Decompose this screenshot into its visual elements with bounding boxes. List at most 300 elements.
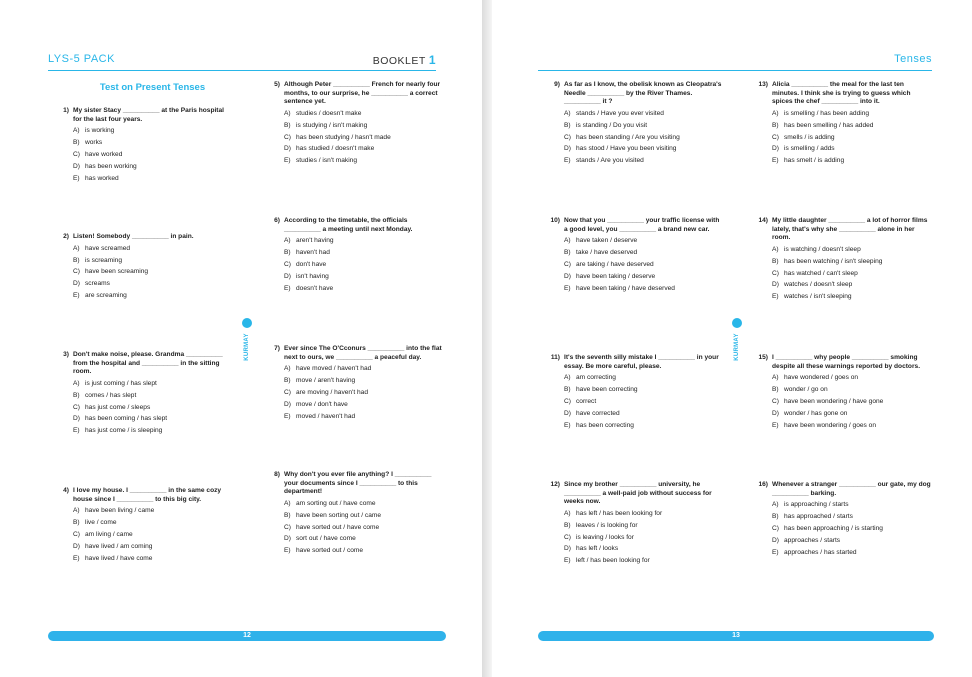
publisher-logo: KURMAY — [241, 318, 253, 368]
option-text: is leaving / looks for — [576, 533, 634, 541]
question-15 — [758, 354, 932, 430]
question-stem: Since my brother __________ university, he __________ a well-paid job without success for weeks now. — [564, 481, 712, 506]
option-text: doesn't have — [296, 284, 334, 292]
answer-option[interactable] — [284, 535, 444, 544]
question-number: 4) — [63, 487, 69, 494]
option-letter: D) — [73, 415, 80, 423]
option-text: wonder / has gone on — [784, 409, 848, 417]
option-letter: C) — [73, 403, 80, 411]
answer-option[interactable] — [772, 134, 932, 143]
option-text: am correcting — [576, 374, 616, 382]
question-stem: My sister Stacy __________ at the Paris hospital for the last four years. — [73, 107, 225, 123]
answer-option[interactable] — [284, 157, 444, 166]
option-letter: D) — [73, 162, 80, 170]
option-text: isn't having — [296, 272, 329, 280]
answer-option[interactable] — [564, 157, 724, 166]
answer-option[interactable] — [73, 507, 233, 516]
question-1 — [63, 107, 233, 183]
option-text: have sorted out / have come — [296, 523, 380, 531]
answer-option[interactable] — [564, 410, 724, 419]
option-letter: D) — [564, 545, 571, 553]
answer-option[interactable] — [772, 122, 932, 131]
option-text: has studied / doesn't make — [296, 145, 375, 153]
answer-option[interactable] — [73, 127, 233, 136]
option-text: have lived / am coming — [85, 542, 153, 550]
option-text: has smelt / is adding — [784, 157, 845, 165]
option-letter: B) — [284, 377, 291, 385]
header-divider — [48, 70, 436, 71]
answer-option[interactable] — [772, 549, 932, 558]
answer-option[interactable] — [284, 237, 444, 246]
answer-option[interactable] — [284, 389, 444, 398]
option-text: has stood / Have you been visiting — [576, 145, 677, 153]
answer-option[interactable] — [284, 285, 444, 294]
answer-option[interactable] — [564, 122, 724, 131]
option-text: is working — [85, 127, 115, 135]
option-text: studies / doesn't make — [296, 109, 362, 117]
option-text: moved / haven't had — [296, 412, 356, 420]
option-text: has been standing / Are you visiting — [576, 133, 680, 141]
option-text: have wondered / goes on — [784, 374, 859, 382]
question-number: 12) — [550, 481, 560, 488]
question-number: 2) — [63, 233, 69, 240]
book-spine — [482, 0, 492, 677]
answer-option[interactable] — [73, 268, 233, 277]
option-text: wonder / go on — [784, 386, 828, 394]
answer-option[interactable] — [73, 139, 233, 148]
question-stem: It's the seventh silly mistake I __________ in your essay. Be more careful, please. — [564, 354, 719, 370]
answer-option[interactable] — [73, 280, 233, 289]
question-16 — [758, 481, 932, 557]
option-text: correct — [576, 397, 597, 405]
question-number: 16) — [758, 481, 768, 488]
option-text: have taken / deserve — [576, 237, 638, 245]
option-letter: C) — [284, 260, 291, 268]
option-text: watches / doesn't sleep — [784, 281, 853, 289]
option-text: am living / came — [85, 530, 133, 538]
question-stem: Although Peter __________ French for nearly four months, to our surprise, he __________ a correct sentence yet. — [284, 81, 441, 106]
question-13 — [758, 81, 932, 166]
option-letter: E) — [73, 291, 80, 299]
header-divider — [538, 70, 932, 71]
option-text: has been working — [85, 162, 137, 170]
answer-option[interactable] — [73, 380, 233, 389]
option-text: is smelling / adds — [784, 145, 835, 153]
option-letter: E) — [73, 174, 80, 182]
option-text: is studying / isn't making — [296, 121, 368, 129]
option-letter: C) — [772, 269, 779, 277]
question-stem: I __________ why people __________ smoking despite all these warnings reported by doctors. — [772, 354, 921, 370]
option-text: have been wondering / goes on — [784, 421, 877, 429]
option-text: move / don't have — [296, 400, 348, 408]
answer-option[interactable] — [772, 293, 932, 302]
question-14 — [758, 217, 932, 302]
option-letter: E) — [564, 284, 571, 292]
answer-option[interactable] — [73, 292, 233, 301]
page-footer — [538, 631, 934, 641]
answer-option[interactable] — [564, 134, 724, 143]
option-letter: B) — [73, 391, 80, 399]
question-number: 3) — [63, 351, 69, 358]
test-title: Test on Present Tenses — [99, 82, 206, 93]
option-text: has just come / sleeps — [85, 403, 151, 411]
question-stem: As far as I know, the obelisk known as Cleopatra's Needle __________ by the River Thames. __________ it ? — [564, 81, 722, 106]
option-letter: C) — [772, 397, 779, 405]
option-text: has been watching / isn't sleeping — [784, 257, 883, 265]
option-letter: E) — [73, 554, 80, 562]
option-letter: E) — [772, 293, 779, 301]
option-letter: A) — [284, 109, 291, 117]
option-letter: C) — [284, 133, 291, 141]
answer-option[interactable] — [564, 374, 724, 383]
option-letter: C) — [564, 533, 571, 541]
booklet-number: 1 — [428, 53, 436, 67]
answer-option[interactable] — [772, 374, 932, 383]
option-letter: A) — [772, 501, 779, 509]
option-text: have worked — [85, 150, 123, 158]
booklet-text: BOOKLET — [372, 55, 426, 67]
question-number: 5) — [274, 81, 280, 88]
question-4 — [63, 487, 233, 563]
option-text: screams — [85, 280, 110, 288]
option-text: am sorting out / have come — [296, 499, 376, 507]
answer-option[interactable] — [73, 245, 233, 254]
option-letter: C) — [73, 530, 80, 538]
option-letter: B) — [73, 139, 80, 147]
option-letter: D) — [73, 542, 80, 550]
answer-option[interactable] — [772, 110, 932, 119]
option-letter: D) — [772, 409, 779, 417]
option-text: has been studying / hasn't made — [296, 133, 391, 141]
option-text: have been screaming — [85, 268, 149, 276]
option-text: watches / isn't sleeping — [784, 293, 852, 301]
option-text: don't have — [296, 260, 327, 268]
answer-option[interactable] — [564, 285, 724, 294]
option-text: stands / Have you ever visited — [576, 109, 664, 117]
option-letter: C) — [284, 388, 291, 396]
answer-option[interactable] — [772, 270, 932, 279]
answer-option[interactable] — [284, 110, 444, 119]
question-8 — [274, 471, 444, 556]
option-text: smells / is adding — [784, 133, 835, 141]
option-letter: A) — [284, 237, 291, 245]
answer-option[interactable] — [73, 404, 233, 413]
option-letter: B) — [772, 121, 779, 129]
answer-option[interactable] — [564, 398, 724, 407]
question-stem: I love my house. I __________ in the same cozy house since I __________ to this big city. — [73, 487, 222, 503]
answer-option[interactable] — [284, 365, 444, 374]
answer-option[interactable] — [284, 524, 444, 533]
answer-option[interactable] — [564, 273, 724, 282]
option-text: sort out / have come — [296, 535, 356, 543]
question-stem: Now that you __________ your traffic license with a good level, you __________ a brand new car. — [564, 217, 720, 233]
option-letter: A) — [73, 244, 80, 252]
option-letter: D) — [284, 535, 291, 543]
option-text: is just coming / has slept — [85, 379, 157, 387]
option-text: studies / isn't making — [296, 157, 357, 165]
answer-option[interactable] — [564, 249, 724, 258]
answer-option[interactable] — [284, 413, 444, 422]
answer-option[interactable] — [564, 261, 724, 270]
option-letter: D) — [284, 145, 291, 153]
option-text: have moved / haven't had — [296, 365, 372, 373]
option-letter: A) — [73, 507, 80, 515]
option-letter: A) — [772, 245, 779, 253]
question-6 — [274, 217, 444, 293]
option-letter: D) — [564, 145, 571, 153]
answer-option[interactable] — [564, 386, 724, 395]
answer-option[interactable] — [73, 392, 233, 401]
brand-label: LYS-5 PACK — [48, 53, 115, 65]
option-letter: D) — [73, 280, 80, 288]
option-letter: C) — [564, 260, 571, 268]
answer-option[interactable] — [73, 427, 233, 436]
option-letter: C) — [73, 150, 80, 158]
answer-option[interactable] — [284, 377, 444, 386]
option-letter: E) — [284, 157, 291, 165]
booklet-label — [373, 53, 436, 67]
option-letter: E) — [772, 421, 779, 429]
answer-option[interactable] — [564, 545, 724, 554]
question-3 — [63, 351, 233, 436]
option-text: has worked — [85, 174, 119, 182]
option-text: has left / looks — [576, 545, 619, 553]
option-text: have screamed — [85, 244, 131, 252]
option-letter: E) — [284, 412, 291, 420]
question-stem: Alicia __________ the meal for the last ten minutes. I think she is trying to guess which spices the chef __________ into it. — [772, 81, 911, 106]
answer-option[interactable] — [73, 531, 233, 540]
option-text: have been living / came — [85, 507, 155, 515]
question-number: 6) — [274, 217, 280, 224]
question-number: 9) — [554, 81, 560, 88]
answer-option[interactable] — [284, 500, 444, 509]
question-10 — [550, 217, 724, 293]
answer-option[interactable] — [284, 145, 444, 154]
answer-option[interactable] — [772, 410, 932, 419]
option-letter: B) — [564, 121, 571, 129]
question-7 — [274, 345, 444, 421]
option-letter: C) — [772, 133, 779, 141]
question-number: 15) — [758, 354, 768, 361]
answer-option[interactable] — [772, 145, 932, 154]
question-stem: Why don't you ever file anything? I __________ your documents since I __________ to this department! — [284, 471, 432, 496]
answer-option[interactable] — [564, 237, 724, 246]
option-letter: A) — [73, 127, 80, 135]
option-letter: D) — [772, 536, 779, 544]
option-text: have been correcting — [576, 386, 638, 394]
answer-option[interactable] — [284, 273, 444, 282]
option-text: is approaching / starts — [784, 501, 849, 509]
answer-option[interactable] — [284, 249, 444, 258]
answer-option[interactable] — [772, 398, 932, 407]
question-stem: Ever since The O'Cconurs __________ into the flat next to ours, we __________ a peaceful day. — [284, 345, 442, 361]
option-letter: B) — [73, 256, 80, 264]
option-text: leaves / is looking for — [576, 521, 638, 529]
answer-option[interactable] — [73, 415, 233, 424]
option-letter: C) — [284, 523, 291, 531]
option-text: has been approaching / is starting — [784, 524, 883, 532]
option-text: is watching / doesn't sleep — [784, 245, 861, 253]
option-letter: B) — [564, 521, 571, 529]
option-letter: B) — [284, 511, 291, 519]
answer-option[interactable] — [73, 175, 233, 184]
option-text: have been taking / have deserved — [576, 284, 675, 292]
option-letter: B) — [772, 257, 779, 265]
answer-option[interactable] — [772, 246, 932, 255]
option-letter: A) — [564, 109, 571, 117]
option-letter: C) — [564, 133, 571, 141]
answer-option[interactable] — [772, 525, 932, 534]
answer-option[interactable] — [772, 386, 932, 395]
option-text: have lived / have come — [85, 554, 153, 562]
option-text: has left / has been looking for — [576, 509, 663, 517]
option-text: approaches / starts — [784, 536, 841, 544]
option-text: have been taking / deserve — [576, 272, 656, 280]
option-letter: A) — [284, 499, 291, 507]
option-letter: A) — [564, 237, 571, 245]
option-letter: E) — [284, 547, 291, 555]
answer-option[interactable] — [772, 157, 932, 166]
option-text: are screaming — [85, 291, 127, 299]
option-text: comes / has slept — [85, 391, 137, 399]
option-text: live / come — [85, 519, 117, 527]
option-text: has just come / is sleeping — [85, 427, 163, 435]
option-letter: A) — [284, 365, 291, 373]
option-text: approaches / has started — [784, 548, 857, 556]
question-stem: My little daughter __________ a lot of horror films lately, that's why she __________ alone in her room. — [772, 217, 928, 242]
option-letter: A) — [772, 374, 779, 382]
option-letter: A) — [73, 379, 80, 387]
option-letter: E) — [772, 157, 779, 165]
answer-option[interactable] — [564, 557, 724, 566]
option-text: haven't had — [296, 249, 330, 257]
option-text: is screaming — [85, 256, 123, 264]
question-number: 13) — [758, 81, 768, 88]
option-text: is smelling / has been adding — [784, 109, 870, 117]
option-text: have sorted out / come — [296, 547, 364, 555]
option-letter: E) — [564, 157, 571, 165]
answer-option[interactable] — [284, 122, 444, 131]
option-letter: B) — [284, 249, 291, 257]
option-letter: D) — [284, 272, 291, 280]
answer-option[interactable] — [73, 555, 233, 564]
answer-option[interactable] — [284, 401, 444, 410]
answer-option[interactable] — [564, 510, 724, 519]
question-number: 11) — [550, 354, 560, 361]
option-text: have been sorting out / came — [296, 511, 382, 519]
answer-option[interactable] — [772, 258, 932, 267]
question-11 — [550, 354, 724, 430]
option-letter: E) — [73, 427, 80, 435]
question-9 — [554, 81, 724, 166]
option-text: left / has been looking for — [576, 557, 650, 565]
answer-option[interactable] — [73, 163, 233, 172]
answer-option[interactable] — [564, 110, 724, 119]
question-number: 10) — [550, 217, 560, 224]
option-text: has been correcting — [576, 421, 634, 429]
option-text: take / have deserved — [576, 249, 638, 257]
option-letter: D) — [564, 409, 571, 417]
option-letter: A) — [772, 109, 779, 117]
section-title: Tenses — [894, 53, 932, 65]
option-text: aren't having — [296, 237, 334, 245]
option-letter: B) — [564, 249, 571, 257]
answer-option[interactable] — [284, 547, 444, 556]
answer-option[interactable] — [564, 522, 724, 531]
option-text: has been coming / has slept — [85, 415, 168, 423]
option-letter: C) — [73, 268, 80, 276]
question-stem: Whenever a stranger __________ our gate, my dog __________ barking. — [772, 481, 931, 497]
answer-option[interactable] — [73, 257, 233, 266]
option-text: stands / Are you visited — [576, 157, 644, 165]
option-letter: D) — [772, 145, 779, 153]
option-text: are taking / have deserved — [576, 260, 654, 268]
option-letter: B) — [772, 513, 779, 521]
answer-option[interactable] — [564, 422, 724, 431]
answer-option[interactable] — [772, 422, 932, 431]
option-letter: E) — [564, 421, 571, 429]
option-letter: D) — [284, 400, 291, 408]
option-letter: B) — [772, 386, 779, 394]
answer-option[interactable] — [772, 281, 932, 290]
option-letter: E) — [772, 548, 779, 556]
option-text: are moving / haven't had — [296, 388, 369, 396]
answer-option[interactable] — [284, 261, 444, 270]
option-letter: C) — [564, 397, 571, 405]
answer-option[interactable] — [73, 519, 233, 528]
option-text: have been wondering / have gone — [784, 397, 884, 405]
option-letter: B) — [284, 121, 291, 129]
question-stem: According to the timetable, the officials __________ a meeting until next Monday. — [284, 217, 413, 233]
question-number: 8) — [274, 471, 280, 478]
answer-option[interactable] — [772, 513, 932, 522]
question-number: 14) — [758, 217, 768, 224]
question-stem: Listen! Somebody __________ in pain. — [73, 233, 194, 240]
question-stem: Don't make noise, please. Grandma __________ from the hospital and __________ in the sitting room. — [73, 351, 223, 376]
question-5 — [274, 81, 444, 166]
option-text: has been smelling / has added — [784, 121, 874, 129]
option-letter: C) — [772, 524, 779, 532]
question-number: 7) — [274, 345, 280, 352]
option-letter: A) — [564, 509, 571, 517]
option-text: has watched / can't sleep — [784, 269, 858, 277]
option-letter: D) — [772, 281, 779, 289]
answer-option[interactable] — [564, 534, 724, 543]
answer-option[interactable] — [73, 151, 233, 160]
option-letter: E) — [284, 284, 291, 292]
question-12 — [550, 481, 724, 566]
answer-option[interactable] — [73, 543, 233, 552]
question-2 — [63, 233, 233, 301]
option-letter: B) — [564, 386, 571, 394]
option-letter: E) — [564, 557, 571, 565]
option-letter: D) — [564, 272, 571, 280]
answer-option[interactable] — [564, 145, 724, 154]
option-text: has approached / starts — [784, 513, 853, 521]
answer-option[interactable] — [772, 501, 932, 510]
answer-option[interactable] — [284, 134, 444, 143]
option-text: is standing / Do you visit — [576, 121, 648, 129]
option-text: works — [85, 139, 103, 147]
question-number: 1) — [63, 107, 69, 114]
publisher-logo: KURMAY — [731, 318, 743, 368]
answer-option[interactable] — [284, 512, 444, 521]
page-number: 13 — [732, 632, 740, 639]
answer-option[interactable] — [772, 537, 932, 546]
page-number: 12 — [243, 632, 251, 639]
option-letter: A) — [564, 374, 571, 382]
option-text: have corrected — [576, 409, 620, 417]
